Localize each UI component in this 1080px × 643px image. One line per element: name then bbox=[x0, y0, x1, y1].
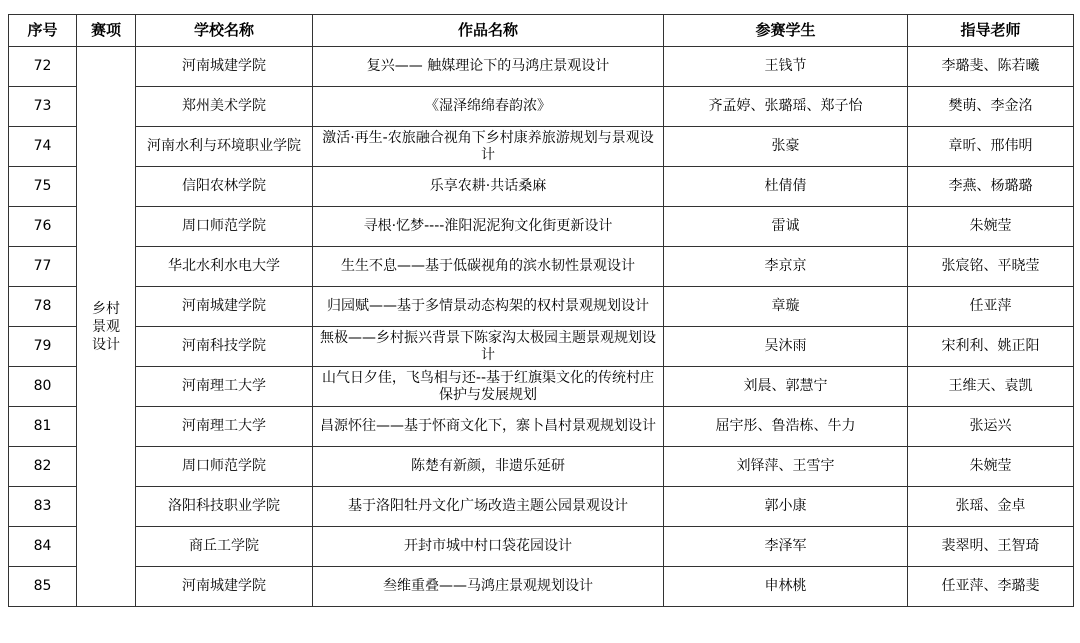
cell-students: 杜倩倩 bbox=[664, 167, 908, 207]
cell-teachers: 章昕、邢伟明 bbox=[908, 127, 1074, 167]
table-row bbox=[9, 407, 1074, 447]
cell-index: 77 bbox=[9, 247, 77, 287]
cell-index: 78 bbox=[9, 287, 77, 327]
cell-work: 基于洛阳牡丹文化广场改造主题公园景观设计 bbox=[313, 487, 664, 527]
cell-school: 华北水利水电大学 bbox=[136, 247, 313, 287]
cell-work: 复兴—— 触媒理论下的马鸿庄景观设计 bbox=[313, 47, 664, 87]
cell-work: 寻根·忆梦----淮阳泥泥狗文化街更新设计 bbox=[313, 207, 664, 247]
cell-work: 归园赋——基于多情景动态构架的权村景观规划设计 bbox=[313, 287, 664, 327]
cell-index: 79 bbox=[9, 327, 77, 367]
cell-index: 76 bbox=[9, 207, 77, 247]
table-row bbox=[9, 367, 1074, 407]
cell-students: 齐孟婷、张璐瑶、郑子怡 bbox=[664, 87, 908, 127]
cell-work: 生生不息——基于低碳视角的滨水韧性景观设计 bbox=[313, 247, 664, 287]
cell-work: 开封市城中村口袋花园设计 bbox=[313, 527, 664, 567]
cell-work: 陈楚有新颜，非遗乐延研 bbox=[313, 447, 664, 487]
table-row bbox=[9, 447, 1074, 487]
cell-index: 74 bbox=[9, 127, 77, 167]
cell-school: 商丘工学院 bbox=[136, 527, 313, 567]
cell-teachers: 宋利利、姚正阳 bbox=[908, 327, 1074, 367]
cell-teachers: 李燕、杨璐璐 bbox=[908, 167, 1074, 207]
table-row bbox=[9, 167, 1074, 207]
table-row bbox=[9, 87, 1074, 127]
cell-students: 雷诚 bbox=[664, 207, 908, 247]
cell-teachers: 朱婉莹 bbox=[908, 447, 1074, 487]
header-work: 作品名称 bbox=[313, 15, 664, 47]
cell-students: 郭小康 bbox=[664, 487, 908, 527]
cell-work: 乐享农耕·共话桑麻 bbox=[313, 167, 664, 207]
cell-school: 河南理工大学 bbox=[136, 407, 313, 447]
cell-students: 申林桃 bbox=[664, 567, 908, 607]
cell-school: 河南城建学院 bbox=[136, 567, 313, 607]
cell-school: 信阳农林学院 bbox=[136, 167, 313, 207]
table-row bbox=[9, 527, 1074, 567]
cell-students: 王钱节 bbox=[664, 47, 908, 87]
cell-school: 河南理工大学 bbox=[136, 367, 313, 407]
cell-students: 章璇 bbox=[664, 287, 908, 327]
cell-work: 山气日夕佳，飞鸟相与还--基于红旗渠文化的传统村庄保护与发展规划 bbox=[313, 367, 664, 407]
cell-students: 李京京 bbox=[664, 247, 908, 287]
header-index: 序号 bbox=[9, 15, 77, 47]
cell-teachers: 任亚萍、李璐斐 bbox=[908, 567, 1074, 607]
cell-school: 洛阳科技职业学院 bbox=[136, 487, 313, 527]
cell-students: 屈宇彤、鲁浩栋、牛力 bbox=[664, 407, 908, 447]
header-row bbox=[9, 15, 1074, 47]
cell-teachers: 裴翠明、王智琦 bbox=[908, 527, 1074, 567]
cell-school: 周口师范学院 bbox=[136, 207, 313, 247]
cell-work: 昌源怀往——基于怀商文化下，寨卜昌村景观规划设计 bbox=[313, 407, 664, 447]
table-row bbox=[9, 127, 1074, 167]
cell-school: 河南城建学院 bbox=[136, 287, 313, 327]
cell-index: 82 bbox=[9, 447, 77, 487]
table-row bbox=[9, 47, 1074, 87]
cell-students: 刘铎萍、王雪宇 bbox=[664, 447, 908, 487]
cell-index: 81 bbox=[9, 407, 77, 447]
table-row bbox=[9, 287, 1074, 327]
cell-students: 吴沐雨 bbox=[664, 327, 908, 367]
table-row bbox=[9, 207, 1074, 247]
cell-index: 83 bbox=[9, 487, 77, 527]
header-school: 学校名称 bbox=[136, 15, 313, 47]
cell-teachers: 李璐斐、陈若曦 bbox=[908, 47, 1074, 87]
cell-teachers: 张宸铭、平晓莹 bbox=[908, 247, 1074, 287]
table-body bbox=[9, 47, 1074, 607]
header-category: 赛项 bbox=[77, 15, 136, 47]
table-row bbox=[9, 327, 1074, 367]
table-row bbox=[9, 567, 1074, 607]
cell-index: 72 bbox=[9, 47, 77, 87]
cell-school: 河南科技学院 bbox=[136, 327, 313, 367]
cell-index: 75 bbox=[9, 167, 77, 207]
cell-index: 84 bbox=[9, 527, 77, 567]
cell-students: 张豪 bbox=[664, 127, 908, 167]
cell-school: 周口师范学院 bbox=[136, 447, 313, 487]
cell-teachers: 樊萌、李金洺 bbox=[908, 87, 1074, 127]
cell-work: 《湿泽绵绵春韵浓》 bbox=[313, 87, 664, 127]
cell-students: 李泽军 bbox=[664, 527, 908, 567]
cell-category: 乡村景观设计 bbox=[77, 47, 136, 607]
cell-work: 叁维重叠——马鸿庄景观规划设计 bbox=[313, 567, 664, 607]
cell-index: 73 bbox=[9, 87, 77, 127]
cell-work: 激活·再生-农旅融合视角下乡村康养旅游规划与景观设计 bbox=[313, 127, 664, 167]
cell-work: 無极——乡村振兴背景下陈家沟太极园主题景观规划设计 bbox=[313, 327, 664, 367]
cell-teachers: 朱婉莹 bbox=[908, 207, 1074, 247]
cell-index: 80 bbox=[9, 367, 77, 407]
cell-teachers: 王维天、袁凯 bbox=[908, 367, 1074, 407]
award-table bbox=[8, 14, 1074, 607]
cell-students: 刘晨、郭慧宁 bbox=[664, 367, 908, 407]
cell-index: 85 bbox=[9, 567, 77, 607]
table-row bbox=[9, 487, 1074, 527]
cell-school: 郑州美术学院 bbox=[136, 87, 313, 127]
cell-school: 河南城建学院 bbox=[136, 47, 313, 87]
header-students: 参赛学生 bbox=[664, 15, 908, 47]
cell-school: 河南水利与环境职业学院 bbox=[136, 127, 313, 167]
table-row bbox=[9, 247, 1074, 287]
cell-teachers: 张运兴 bbox=[908, 407, 1074, 447]
cell-teachers: 张瑶、金卓 bbox=[908, 487, 1074, 527]
header-teachers: 指导老师 bbox=[908, 15, 1074, 47]
cell-teachers: 任亚萍 bbox=[908, 287, 1074, 327]
